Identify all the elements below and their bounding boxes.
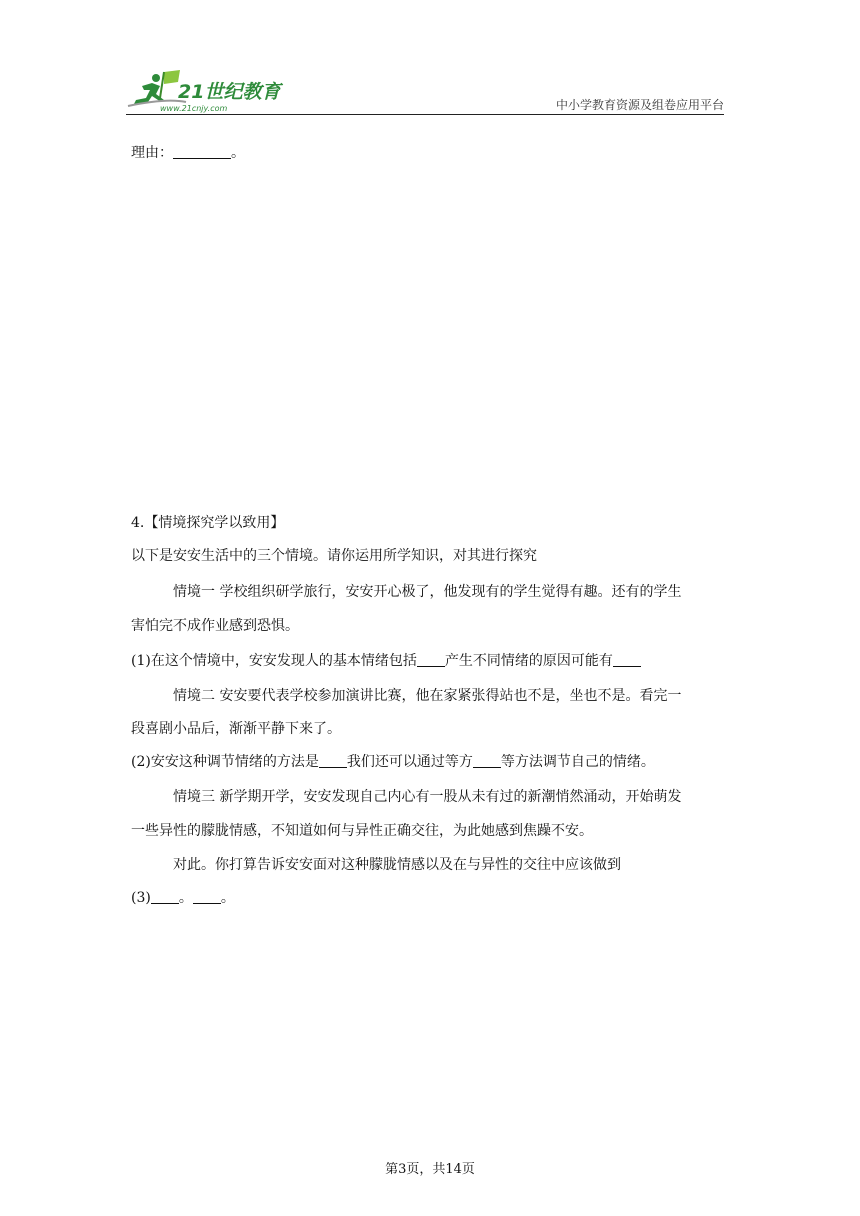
reason-blank[interactable] xyxy=(173,144,231,159)
q1-text-a: (1)在这个情境中，安安发现人的基本情绪包括 xyxy=(131,653,417,669)
runner-logo-icon xyxy=(126,68,296,114)
scenario-1-line-1: 情境一 学校组织研学旅行，安安开心极了，他发现有的学生觉得有趣。还有的学生 xyxy=(173,584,682,600)
q1-blank-1[interactable] xyxy=(417,652,445,667)
q2-blank-2[interactable] xyxy=(473,753,501,768)
logo-main-text: 21世纪教育 xyxy=(178,81,281,103)
q1-blank-2[interactable] xyxy=(613,652,641,667)
q4-intro: 以下是安安生活中的三个情境。请你运用所学知识，对其进行探究 xyxy=(131,548,537,564)
scenario-3-line-3: 对此。你打算告诉安安面对这种朦胧情感以及在与异性的交往中应该做到 xyxy=(173,857,621,873)
scenario-3-line-2: 一些异性的朦胧情感，不知道如何与异性正确交往，为此她感到焦躁不安。 xyxy=(131,823,593,839)
scenario-1-line-2: 害怕完不成作业感到恐惧。 xyxy=(131,618,299,634)
q2-text-b: 我们还可以通过等方 xyxy=(346,754,473,770)
q2-text-c: 等方法调节自己的情绪。 xyxy=(500,754,655,770)
scenario-2-line-1: 情境二 安安要代表学校参加演讲比赛，他在家紧张得站也不是，坐也不是。看完一 xyxy=(173,688,682,704)
q3-end: 。 xyxy=(220,890,235,906)
logo-url-text: www.21cnjy.com xyxy=(160,104,228,113)
platform-title: 中小学教育资源及组卷应用平台 xyxy=(555,98,724,112)
q2-blank-1[interactable] xyxy=(319,753,347,768)
q3-label: (3) xyxy=(131,890,151,906)
reason-line xyxy=(131,143,245,163)
page-header xyxy=(126,68,724,116)
q1-text-b: 产生不同情绪的原因可能有 xyxy=(444,653,613,669)
scenario-2-line-2: 段喜剧小品后，渐渐平静下来了。 xyxy=(131,721,341,737)
q3-blank-2[interactable] xyxy=(193,889,221,904)
page-number: 第3页，共14页 xyxy=(385,1162,475,1177)
q2-text-a: (2)安安这种调节情绪的方法是 xyxy=(131,754,319,770)
header-divider xyxy=(126,114,724,115)
reason-label: 理由： xyxy=(131,145,173,161)
q3-sep: 。 xyxy=(178,890,193,906)
reason-end: 。 xyxy=(231,145,245,161)
question-1 xyxy=(131,651,641,671)
question-3 xyxy=(131,888,235,908)
q3-blank-1[interactable] xyxy=(151,889,179,904)
q4-title: 4.【情境探究学以致用】 xyxy=(131,515,285,531)
site-logo[interactable] xyxy=(126,68,296,114)
question-2 xyxy=(131,752,655,772)
scenario-3-line-1: 情境三 新学期开学，安安发现自己内心有一股从未有过的新潮悄然涌动，开始萌发 xyxy=(173,789,682,805)
